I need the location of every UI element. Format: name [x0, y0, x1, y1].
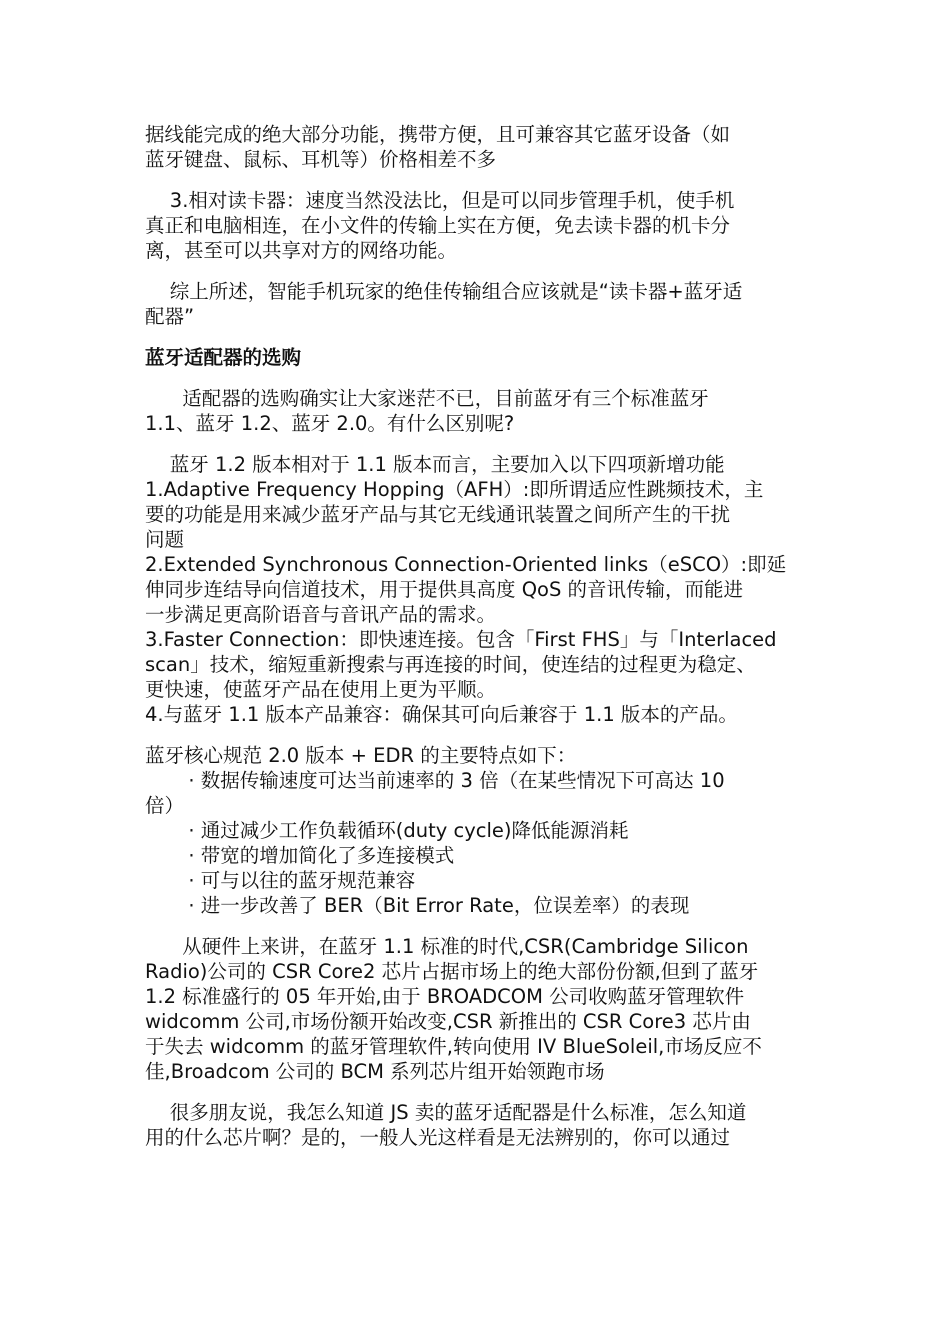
paragraph-hardware-history: 从硬件上来讲，在蓝牙 1.1 标准的时代,CSR(Cambridge Silicon Radio)公司的 CSR Core2 芯片占据市场上的绝大部份份额,但到了蓝牙 1.2 标准盛行的 05 年开始,由于 BROADCOM 公司收购蓝牙管理软件 widcomm 公司,市场份额开始改变,CSR 新推出的 CSR Core3 芯片由 于失去 widcomm 的蓝牙管理软件,转向使用 IV BlueSoleil,市场反应不 佳,Broadcom 公司的 BCM 系列芯片组开始领跑市场 — [145, 935, 762, 1083]
paragraph-gap — [145, 436, 810, 452]
section-heading: 蓝牙适配器的选购 — [145, 346, 302, 369]
paragraph-gap — [145, 263, 810, 279]
paragraph-gap — [145, 918, 810, 934]
paragraph-gap — [145, 329, 810, 345]
paragraph-gap — [145, 370, 810, 386]
paragraph-summary: 综上所述，智能手机玩家的绝佳传输组合应该就是“读卡器+蓝牙适 配器” — [145, 280, 743, 328]
paragraph-bluetooth-1-2-features: 蓝牙 1.2 版本相对于 1.1 版本而言，主要加入以下四项新增功能 1.Adaptive Frequency Hopping（AFH）:即所谓适应性跳频技术，主 要的功能是用来减少蓝牙产品与其它无线通讯装置之间所产生的干扰 问题 2.Extended Synchronous Connection-Oriented links（eSCO）:即延 伸同步连结导向信道技术，用于提供具高度 QoS 的音讯传输，而能进 一步满足更高阶语音与音讯产品的需求。 3.Faster Connection：即快速连接。包含「First FHS」与「Interlaced scan」技术，缩短重新搜索与再连接的时间，使连结的过程更为稳定、 更快速，使蓝牙产品在使用上更为平顺。 4.与蓝牙 1.1 版本产品兼容：确保其可向后兼容于 1.1 版本的产品。 — [145, 453, 787, 726]
paragraph-card-reader-comparison: 3.相对读卡器：速度当然没法比，但是可以同步管理手机，使手机 真正和电脑相连，在小文件的传输上实在方便，免去读卡器的机卡分 离，甚至可以共享对方的网络功能。 — [145, 189, 735, 262]
paragraph-bluetooth-2-0-features: 蓝牙核心规范 2.0 版本 + EDR 的主要特点如下： · 数据传输速度可达当前速率的 3 倍（在某些情况下可高达 10 倍） · 通过减少工作负载循环(duty cycle)降低能源消耗 · 带宽的增加简化了多连接模式 · 可与以往的蓝牙规范兼容 · 进一步改善了 BER（Bit Error Rate，位误差率）的表现 — [145, 744, 725, 917]
paragraph-gap — [145, 172, 810, 188]
paragraph-gap — [145, 1084, 810, 1100]
paragraph-adapter-selection: 适配器的选购确实让大家迷茫不已，目前蓝牙有三个标准蓝牙 1.1、蓝牙 1.2、蓝牙 2.0。有什么区别呢? — [145, 387, 709, 435]
paragraph-gap — [145, 727, 810, 743]
paragraph-intro-continuation: 据线能完成的绝大部分功能，携带方便，且可兼容其它蓝牙设备（如 蓝牙键盘、鼠标、耳机等）价格相差不多 — [145, 123, 731, 171]
paragraph-how-to-identify: 很多朋友说，我怎么知道 JS 卖的蓝牙适配器是什么标准，怎么知道 用的什么芯片啊？是的，一般人光这样看是无法辨别的，你可以通过 — [145, 1101, 747, 1149]
document-page — [145, 122, 810, 1150]
